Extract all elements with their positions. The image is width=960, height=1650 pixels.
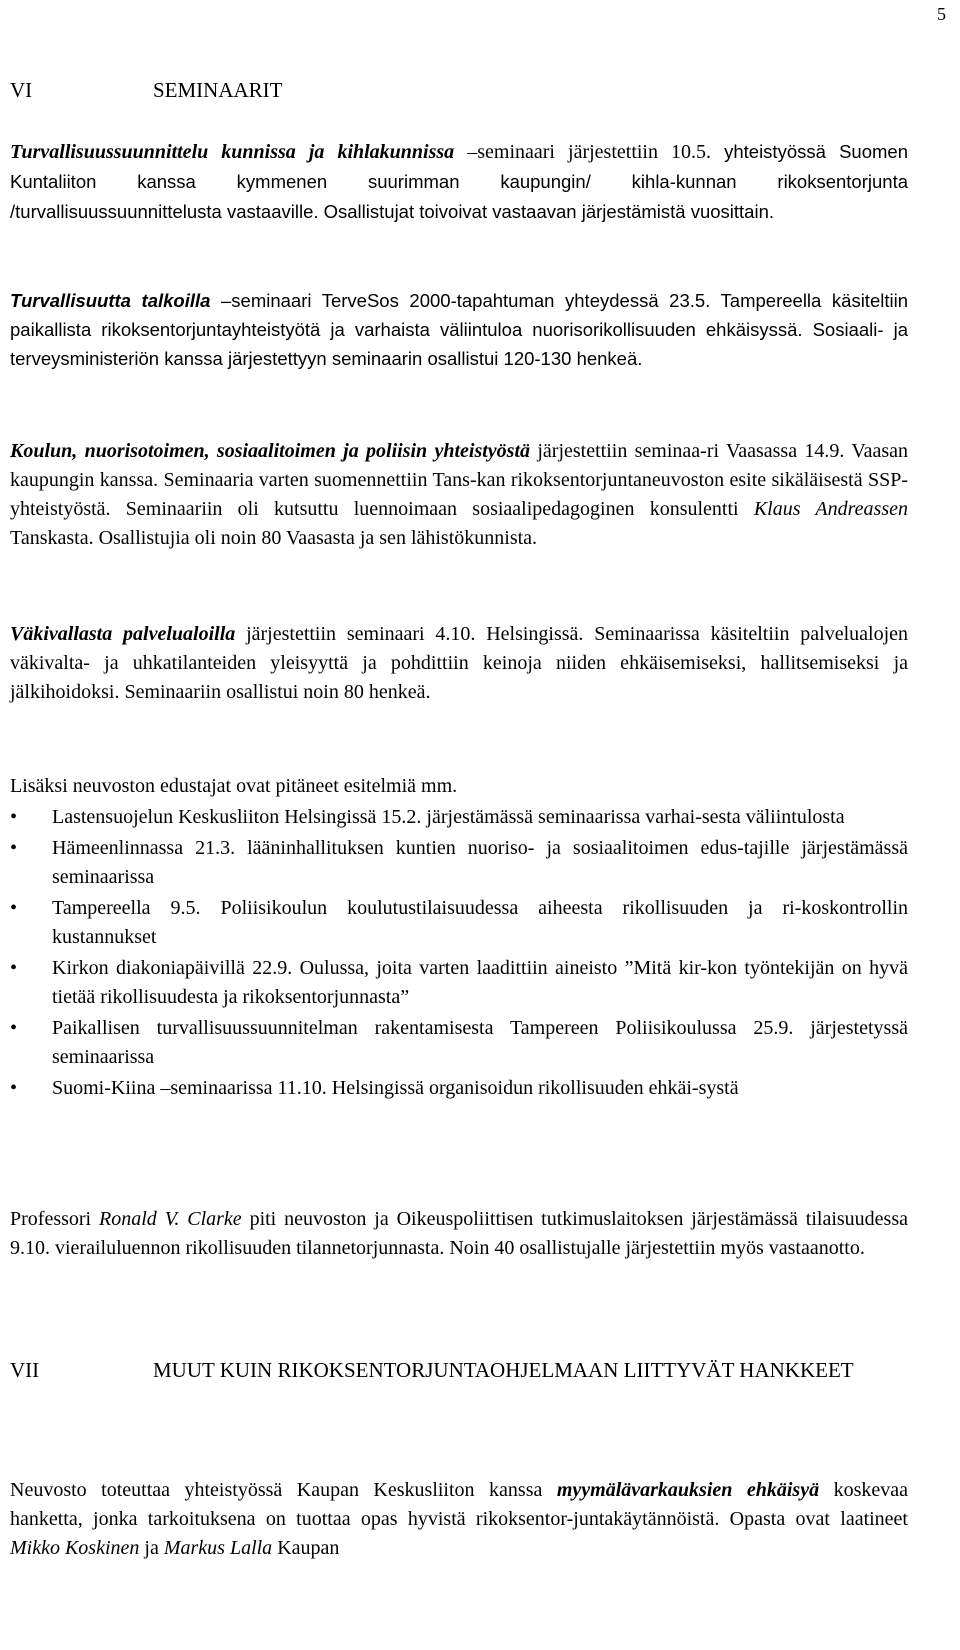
section-title: SEMINAARIT bbox=[153, 78, 283, 102]
paragraph-text: ja bbox=[139, 1537, 164, 1559]
paragraph-3 bbox=[10, 437, 908, 553]
section-heading-vi bbox=[10, 76, 893, 105]
paragraph-5 bbox=[10, 772, 908, 1105]
paragraph-text: –seminaari järjestettiin 10.5. bbox=[454, 141, 712, 163]
bullet-list bbox=[10, 803, 908, 1103]
section-number: VI bbox=[10, 78, 33, 102]
person-name: Ronald V. Clarke bbox=[99, 1208, 242, 1230]
paragraph-title: Turvallisuussuunnittelu kunnissa ja kihlakunnissa bbox=[10, 141, 455, 163]
paragraph-title: Koulun, nuorisotoimen, sosiaalitoimen ja poliisin yhteistyöstä bbox=[10, 440, 531, 462]
paragraph-2 bbox=[10, 286, 908, 373]
paragraph-text: järjestettiin seminaa-ri Vaasassa 14.9. Vaasan kaupungin kanssa. Seminaaria varten suomennettiin Tans-kan rikoksentorjuntaneuvoston esite sikäläisestä SSP-yhteistyöstä. Seminaariin oli kutsuttu luennoimaan sosiaalipedagoginen konsulentti bbox=[10, 440, 908, 520]
person-name: Klaus Andreassen bbox=[753, 498, 908, 520]
list-item: • Paikallisen turvallisuussuunnitelman rakentamisesta Tampereen Poliisikoulussa 25.9. järjestetyssä seminaarissa bbox=[10, 1014, 908, 1072]
paragraph-1 bbox=[10, 137, 908, 227]
list-item: • Lastensuojelun Keskusliiton Helsingissä 15.2. järjestämässä seminaarissa varhai-sesta väliintulosta bbox=[10, 803, 908, 832]
paragraph-6 bbox=[10, 1205, 908, 1263]
paragraph-text: Professori bbox=[10, 1208, 100, 1230]
section-title: MUUT KUIN RIKOKSENTORJUNTAOHJELMAAN LIITTYVÄT HANKKEET bbox=[153, 1358, 854, 1382]
person-name: Markus Lalla bbox=[163, 1537, 273, 1559]
person-name: Mikko Koskinen bbox=[10, 1537, 140, 1559]
paragraph-text: piti neuvoston ja Oikeuspoliittisen tutkimuslaitoksen järjestämässä tilaisuudessa 9.10. vierailuluennon rikollisuuden tilannetorjunnasta. Noin 40 osallistujalle järjestettiin myös vastaanotto. bbox=[10, 1208, 908, 1259]
emphasis: myymälävarkauksien ehkäisyä bbox=[556, 1479, 820, 1501]
section-heading-vii bbox=[10, 1356, 893, 1385]
list-item: • Suomi-Kiina –seminaarissa 11.10. Helsingissä organisoidun rikollisuuden ehkäi-systä bbox=[10, 1074, 908, 1103]
paragraph-title: Turvallisuutta talkoilla bbox=[10, 290, 211, 311]
list-item: • Tampereella 9.5. Poliisikoulun koulutustilaisuudessa aiheesta rikollisuuden ja ri-koskontrollin kustannukset bbox=[10, 894, 908, 952]
page-number: 5 bbox=[937, 4, 946, 24]
paragraph-title: Väkivallasta palvelualoilla bbox=[10, 623, 236, 645]
list-item: • Kirkon diakoniapäivillä 22.9. Oulussa, joita varten laadittiin aineisto ”Mitä kir-kon työntekijän on hyvä tietää rikollisuudesta ja rikoksentorjunnasta” bbox=[10, 954, 908, 1012]
list-intro: Lisäksi neuvoston edustajat ovat pitäneet esitelmiä mm. bbox=[10, 775, 458, 797]
paragraph-4 bbox=[10, 620, 908, 707]
paragraph-text: –seminaari TerveSos 2000-tapahtuman yhteydessä 23.5. Tampereella käsiteltiin paikallista rikoksentorjuntayhteistyötä ja varhaista väliintuloa nuorisorikollisuuden ehkäisyssä. Sosiaali- ja terveysministeriön kanssa järjestettyyn seminaarin osallistui 120-130 henkeä. bbox=[10, 290, 908, 369]
bullet-icon: • bbox=[10, 897, 18, 919]
bullet-icon: • bbox=[10, 806, 18, 828]
paragraph-text: Neuvosto toteuttaa yhteistyössä Kaupan Keskusliiton kanssa bbox=[10, 1479, 557, 1501]
paragraph-7 bbox=[10, 1476, 908, 1563]
bullet-icon: • bbox=[10, 1017, 18, 1039]
bullet-icon: • bbox=[10, 957, 18, 979]
bullet-icon: • bbox=[10, 1077, 18, 1099]
section-number: VII bbox=[10, 1358, 40, 1382]
paragraph-text: Tanskasta. Osallistujia oli noin 80 Vaasasta ja sen lähistökunnista. bbox=[10, 527, 538, 549]
paragraph-text: järjestettiin seminaari 4.10. Helsingissä. Seminaarissa käsiteltiin palvelualojen väkivalta- ja uhkatilanteiden yleisyyttä ja pohdittiin keinoja niiden ehkäisemiseksi, hallitsemiseksi ja jälkihoidoksi. Seminaariin osallistui noin 80 henkeä. bbox=[10, 623, 908, 703]
bullet-icon: • bbox=[10, 837, 18, 859]
paragraph-text: Kaupan bbox=[272, 1537, 340, 1559]
list-item: • Hämeenlinnassa 21.3. lääninhallituksen kuntien nuoriso- ja sosiaalitoimen edus-tajille järjestämässä seminaarissa bbox=[10, 834, 908, 892]
paragraph-text: yhteistyössä Suomen Kuntaliiton kanssa kymmenen suurimman kaupungin/ kihla-kunnan rikoksentorjunta /turvallisuussuunnittelusta vastaaville. Osallistujat toivoivat vastaavan järjestämistä vuosittain. bbox=[10, 141, 909, 222]
paragraph-text: koskevaa hanketta, jonka tarkoituksena on tuottaa opas hyvistä rikoksentor-juntakäytännöistä. Opasta ovat laatineet bbox=[10, 1479, 908, 1530]
